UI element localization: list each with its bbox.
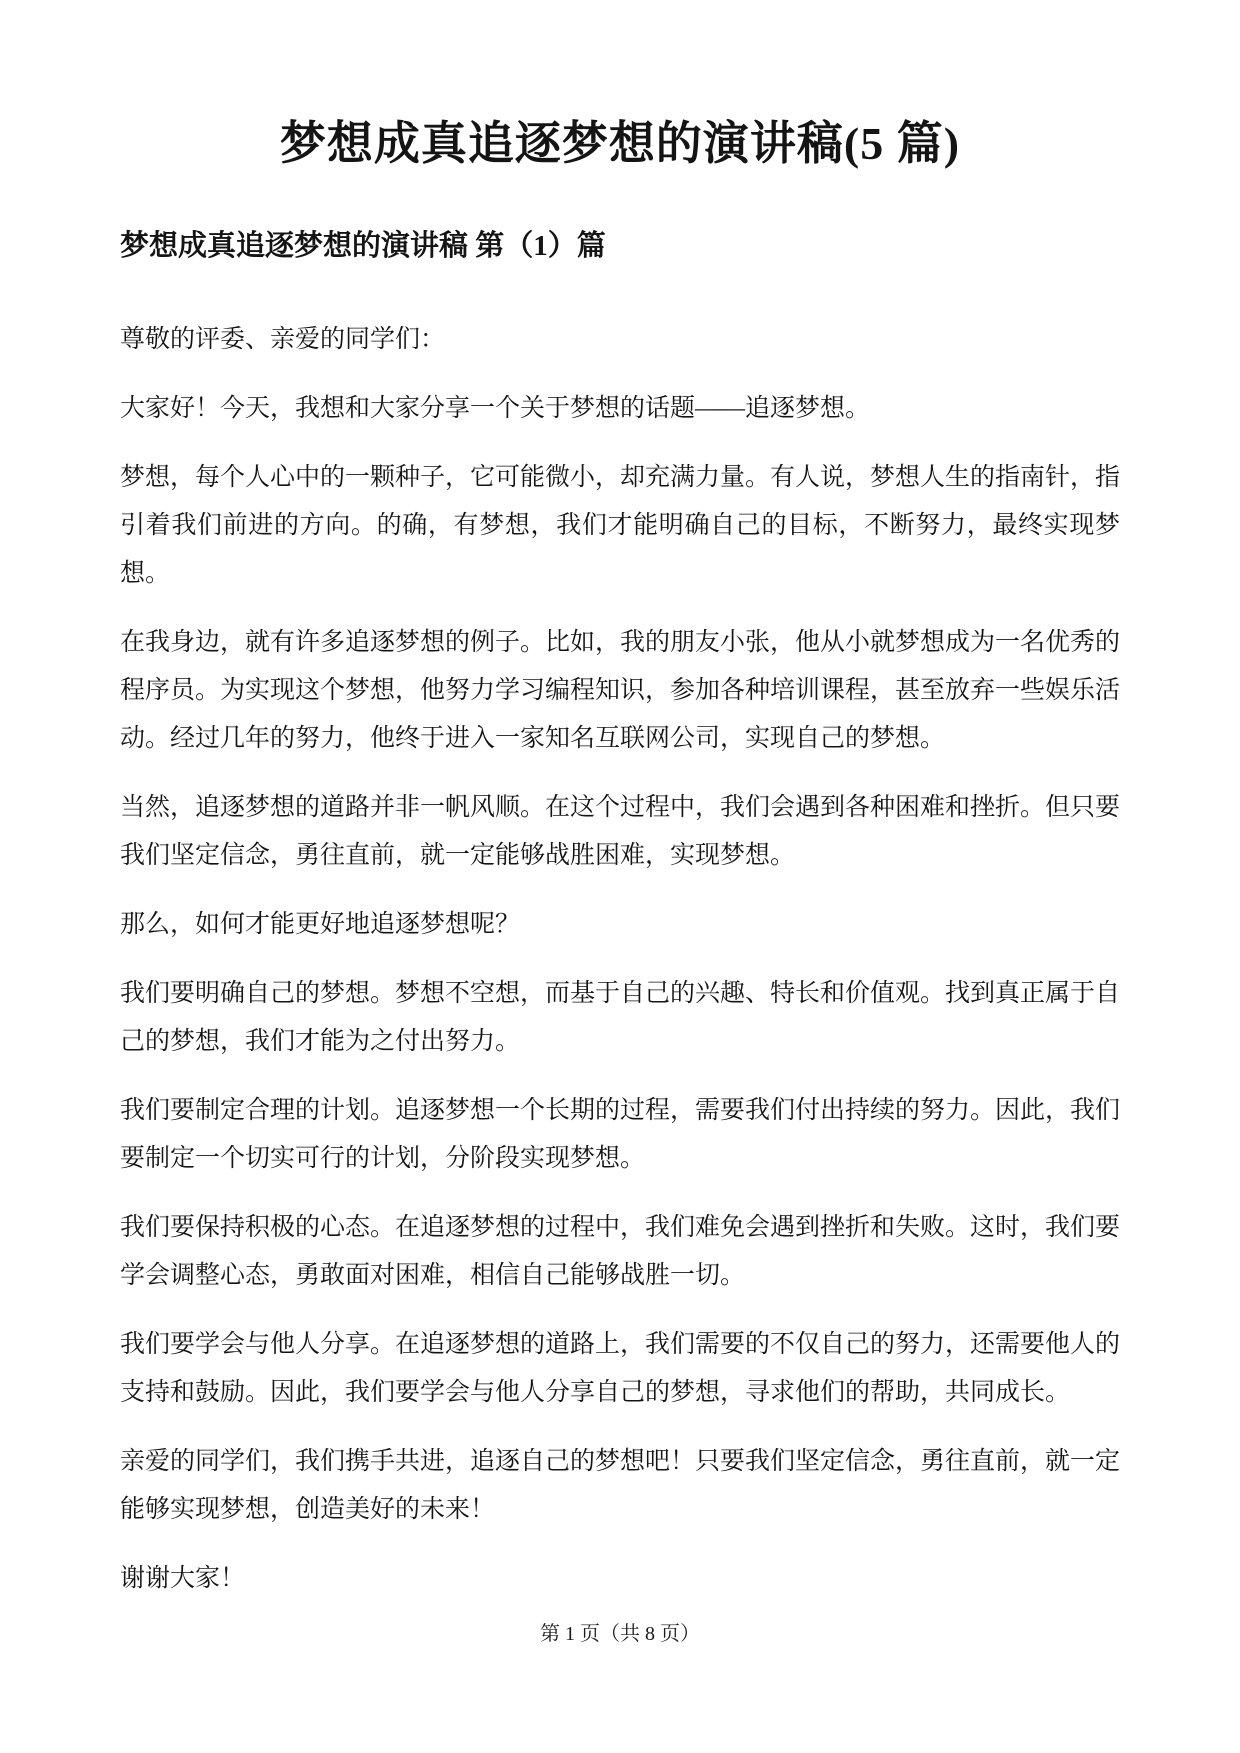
paragraph: 那么，如何才能更好地追逐梦想呢？ xyxy=(120,911,521,938)
document-title: 梦想成真追逐梦想的演讲稿(5 篇) xyxy=(279,118,961,169)
paragraph: 在我身边，就有许多追逐梦想的例子。比如，我的朋友小张，他从小就梦想成为一名优秀的程序员。为实现这个梦想，他努力学习编程知识，参加各种培训课程，甚至放弃一些娱乐活动。经过几年的努力，他终于进入一家知名互联网公司，实现自己的梦想。 xyxy=(120,629,1121,752)
paragraph-salutation: 尊敬的评委、亲爱的同学们： xyxy=(120,326,446,353)
page-number-footer: 第 1 页（共 8 页） xyxy=(540,1623,700,1645)
section-heading: 梦想成真追逐梦想的演讲稿 第（1）篇 xyxy=(120,230,606,262)
paragraph: 我们要保持积极的心态。在追逐梦想的过程中，我们难免会遇到挫折和失败。这时，我们要学会调整心态，勇敢面对困难，相信自己能够战胜一切。 xyxy=(120,1214,1121,1289)
paragraph: 亲爱的同学们，我们携手共进，追逐自己的梦想吧！只要我们坚定信念，勇往直前，就一定能够实现梦想，创造美好的未来！ xyxy=(120,1448,1121,1523)
paragraph: 我们要学会与他人分享。在追逐梦想的道路上，我们需要的不仅自己的努力，还需要他人的支持和鼓励。因此，我们要学会与他人分享自己的梦想，寻求他们的帮助，共同成长。 xyxy=(120,1331,1121,1406)
paragraph: 我们要制定合理的计划。追逐梦想一个长期的过程，需要我们付出持续的努力。因此，我们要制定一个切实可行的计划，分阶段实现梦想。 xyxy=(120,1097,1121,1172)
paragraph: 大家好！今天，我想和大家分享一个关于梦想的话题——追逐梦想。 xyxy=(120,395,871,422)
paragraph: 梦想，每个人心中的一颗种子，它可能微小，却充满力量。有人说，梦想人生的指南针，指引着我们前进的方向。的确，有梦想，我们才能明确自己的目标，不断努力，最终实现梦想。 xyxy=(120,464,1121,587)
paragraph: 我们要明确自己的梦想。梦想不空想，而基于自己的兴趣、特长和价值观。找到真正属于自己的梦想，我们才能为之付出努力。 xyxy=(120,980,1121,1055)
document-body xyxy=(120,316,1120,1603)
paragraph: 当然，追逐梦想的道路并非一帆风顺。在这个过程中，我们会遇到各种困难和挫折。但只要我们坚定信念，勇往直前，就一定能够战胜困难，实现梦想。 xyxy=(120,794,1121,869)
paragraph-closing: 谢谢大家！ xyxy=(120,1565,246,1592)
